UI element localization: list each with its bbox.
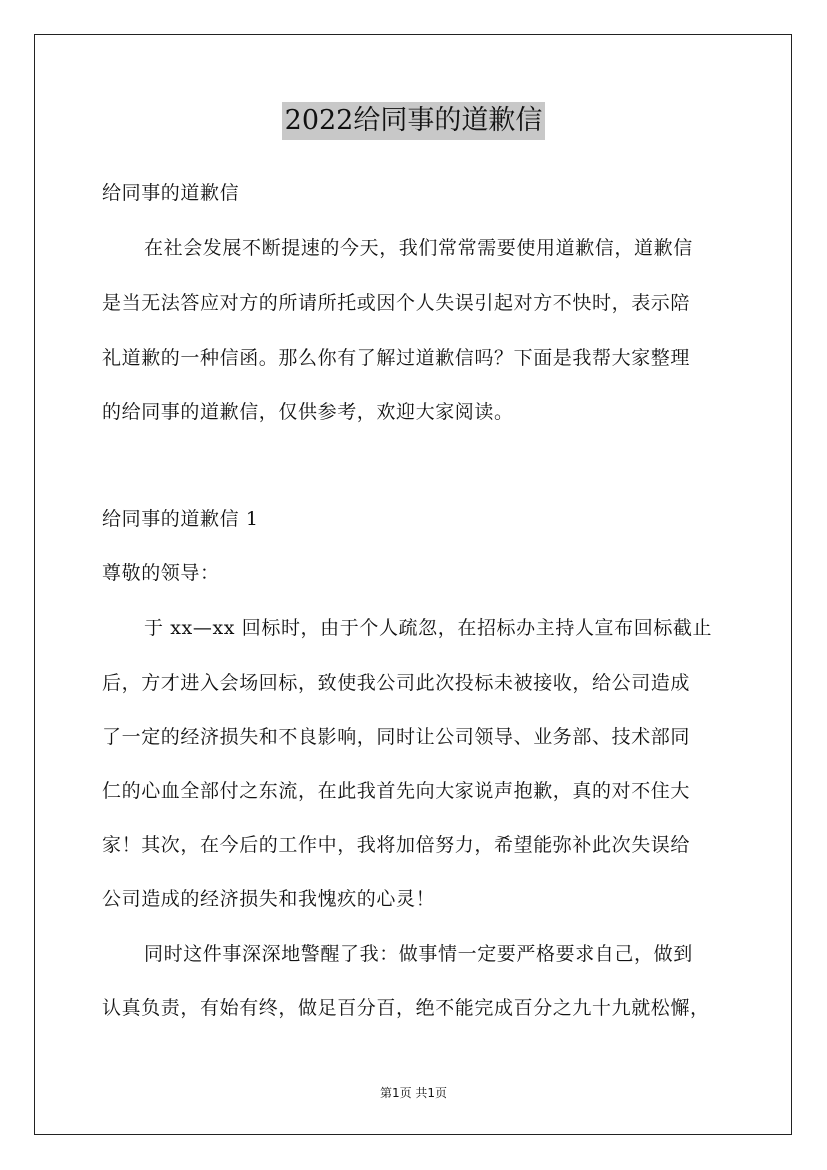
intro-line: 在社会发展不断提速的今天，我们常常需要使用道歉信，道歉信 xyxy=(144,237,693,259)
document-subtitle: 给同事的道歉信 xyxy=(102,182,240,204)
paragraph-line: 仁的心血全部付之东流，在此我首先向大家说声抱歉，真的对不住大 xyxy=(102,780,691,802)
paragraph-line: 家！其次，在今后的工作中，我将加倍努力，希望能弥补此次失误给 xyxy=(102,834,691,856)
document-title: 2022给同事的道歉信 xyxy=(282,102,546,140)
paragraph-line: 认真负责，有始有终，做足百分百，绝不能完成百分之九十九就松懈， xyxy=(102,997,710,1019)
paragraph-line: 于 xx—xx 回标时，由于个人疏忽，在招标办主持人宣布回标截止 xyxy=(144,617,713,639)
paragraph-line: 了一定的经济损失和不良影响，同时让公司领导、业务部、技术部同 xyxy=(102,726,691,748)
salutation: 尊敬的领导： xyxy=(102,562,220,584)
title-container xyxy=(0,102,827,140)
paragraph-line: 后，方才进入会场回标，致使我公司此次投标未被接收，给公司造成 xyxy=(102,672,691,694)
paragraph-line: 同时这件事深深地警醒了我：做事情一定要严格要求自己，做到 xyxy=(144,943,693,965)
paragraph-line: 公司造成的经济损失和我愧疚的心灵！ xyxy=(102,888,436,910)
intro-line: 的给同事的道歉信，仅供参考，欢迎大家阅读。 xyxy=(102,401,514,423)
intro-line: 是当无法答应对方的所请所托或因个人失误引起对方不快时，表示陪 xyxy=(102,292,691,314)
page-footer: 第1页 共1页 xyxy=(379,1086,448,1100)
intro-line: 礼道歉的一种信函。那么你有了解过道歉信吗？下面是我帮大家整理 xyxy=(102,347,691,369)
section-heading: 给同事的道歉信 1 xyxy=(102,508,259,530)
